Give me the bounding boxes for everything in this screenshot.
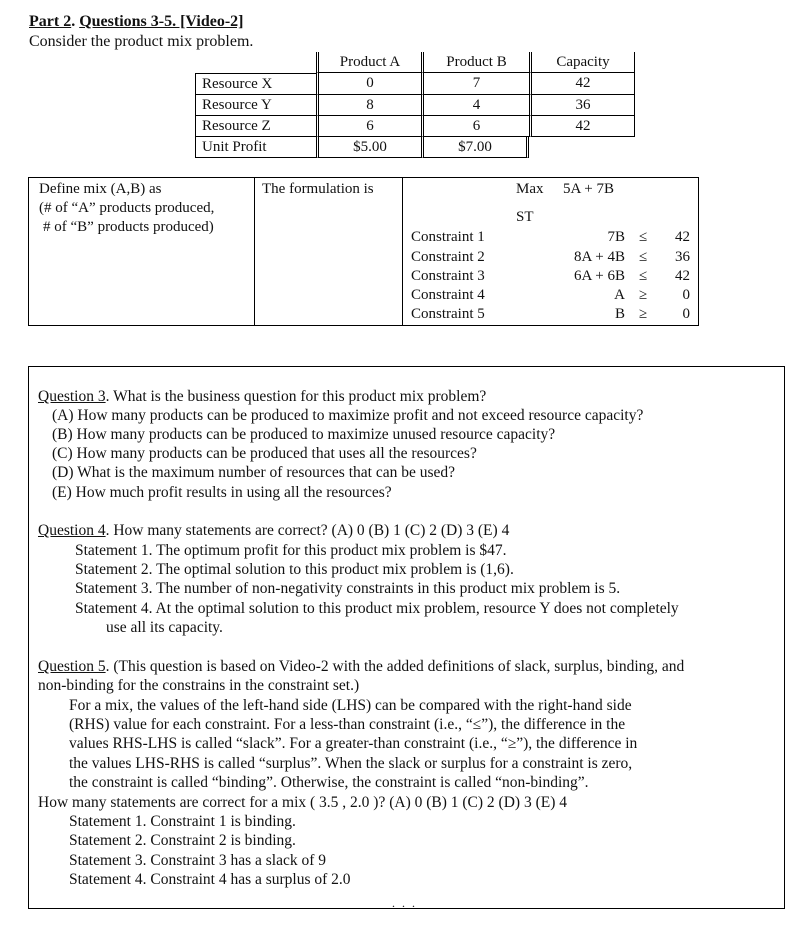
q3-option: (D) What is the maximum number of resources that can be used?	[52, 464, 456, 481]
cell-profit-b: $7.00	[421, 137, 529, 158]
constraint-sign: ≤	[639, 229, 648, 245]
row-label: Resource Y	[195, 95, 316, 116]
constraint-sign: ≥	[639, 306, 648, 322]
constraint-sign: ≤	[639, 268, 648, 284]
questions-box	[28, 366, 785, 909]
cell-a: 6	[316, 116, 421, 137]
q3-header	[38, 387, 486, 406]
row-label-profit: Unit Profit	[195, 137, 316, 158]
constraint-lhs: A	[614, 287, 625, 303]
q3-option: (E) How much profit results in using all the resources?	[52, 484, 392, 501]
max-label: Max	[516, 181, 544, 197]
q5-para: the constraint is called “binding”. Otherwise, the constraint is called “non-binding”.	[69, 774, 589, 791]
q5-ask: How many statements are correct for a mix ( 3.5 , 2.0 )? (A) 0 (B) 1 (C) 2 (D) 3 (E) 4	[38, 794, 567, 811]
constraint-rhs: 0	[682, 306, 690, 322]
q5-text2: non-binding for the constrains in the constraint set.)	[38, 677, 360, 694]
part-title: Part 2. Questions 3-5. [Video-2]	[29, 13, 244, 30]
cell-b: 4	[421, 95, 529, 116]
questions-label: Questions 3-5. [Video-2]	[79, 13, 244, 30]
constraint-sign: ≤	[639, 249, 648, 265]
q4-statement: Statement 1. The optimum profit for this product mix problem is $47.	[75, 542, 507, 559]
constraint-lhs: 7B	[607, 229, 625, 245]
table-row	[195, 73, 635, 95]
q4-text: . How many statements are correct? (A) 0 (B) 1 (C) 2 (D) 3 (E) 4	[105, 522, 510, 539]
constraint-name: Constraint 5	[411, 306, 485, 322]
intro-text: Consider the product mix problem.	[29, 33, 254, 50]
q5-header	[38, 657, 684, 676]
col-header-capacity: Capacity	[529, 52, 635, 73]
q5-para: For a mix, the values of the left-hand side (LHS) can be compared with the right-hand side	[69, 697, 632, 714]
formulation-intro: The formulation is	[262, 181, 374, 197]
q3-option: (B) How many products can be produced to maximize unused resource capacity?	[52, 426, 556, 443]
constraint-name: Constraint 1	[411, 229, 485, 245]
q5-para: the values LHS-RHS is called “surplus”. When the slack or surplus for a constraint is zero,	[69, 755, 633, 772]
table-row	[195, 116, 635, 137]
cell-capacity: 42	[529, 116, 635, 137]
st-label: ST	[516, 209, 534, 225]
constraint-rhs: 42	[675, 268, 690, 284]
cell-a: 8	[316, 95, 421, 116]
constraint-lhs: B	[614, 306, 625, 322]
q5-statement: Statement 1. Constraint 1 is binding.	[69, 813, 296, 830]
table-row	[195, 95, 635, 116]
constraint-rhs: 0	[682, 287, 690, 303]
q4-header	[38, 521, 509, 540]
col-header-b: Product B	[421, 52, 529, 73]
constraint-sign: ≥	[639, 287, 648, 303]
q3-label: Question 3	[38, 388, 106, 405]
constraint-rhs: 42	[675, 229, 690, 245]
constraint-name: Constraint 3	[411, 268, 485, 284]
q5-statement: Statement 4. Constraint 4 has a surplus of 2.0	[69, 871, 351, 888]
q4-continuation: use all its capacity.	[106, 619, 223, 636]
q5-statement: Statement 3. Constraint 3 has a slack of 9	[69, 852, 326, 869]
row-label: Resource X	[195, 73, 316, 95]
constraint-name: Constraint 4	[411, 287, 485, 303]
constraint-name: Constraint 2	[411, 249, 485, 265]
part-label: Part 2	[29, 13, 72, 30]
objective: 5A + 7B	[563, 181, 614, 197]
q4-statement: Statement 3. The number of non-negativity constraints in this product mix problem is 5.	[75, 580, 621, 597]
define-line: Define mix (A,B) as	[39, 181, 162, 197]
constraint-lhs: 8A + 4B	[574, 249, 625, 265]
q5-label: Question 5	[38, 658, 106, 675]
formulation-box	[28, 177, 699, 326]
cell-a: 0	[316, 73, 421, 95]
constraint-lhs: 6A + 6B	[574, 268, 625, 284]
q4-statement: Statement 4. At the optimal solution to this product mix problem, resource Y does not completely	[75, 600, 679, 617]
q5-text: . (This question is based on Video-2 with the added definitions of slack, surplus, binding, and	[105, 658, 685, 675]
col-header-a: Product A	[316, 52, 421, 73]
cell-b: 7	[421, 73, 529, 95]
cell-profit-a: $5.00	[316, 137, 421, 158]
cell-capacity: 36	[529, 95, 635, 116]
cell-capacity: 42	[529, 73, 635, 95]
q5-para: values RHS-LHS is called “slack”. For a greater-than constraint (i.e., “≥”), the difference in	[69, 735, 638, 752]
q5-para: (RHS) value for each constraint. For a less-than constraint (i.e., “≤”), the difference in the	[69, 716, 626, 733]
q4-statement: Statement 2. The optimal solution to this product mix problem is (1,6).	[75, 561, 514, 578]
q3-option: (A) How many products can be produced to maximize profit and not exceed resource capacity?	[52, 407, 644, 424]
q3-option: (C) How many products can be produced that uses all the resources?	[52, 445, 477, 462]
table-row-profit	[195, 137, 635, 158]
define-line: # of “B” products produced)	[43, 219, 214, 235]
define-line: (# of “A” products produced,	[39, 200, 215, 216]
constraint-rhs: 36	[675, 249, 690, 265]
q5-statement: Statement 2. Constraint 2 is binding.	[69, 832, 296, 849]
q3-text: . What is the business question for this product mix problem?	[105, 388, 487, 405]
page-ellipsis: . . .	[392, 896, 417, 910]
product-table	[195, 52, 635, 158]
row-label: Resource Z	[195, 116, 316, 137]
q4-label: Question 4	[38, 522, 106, 539]
cell-b: 6	[421, 116, 529, 137]
